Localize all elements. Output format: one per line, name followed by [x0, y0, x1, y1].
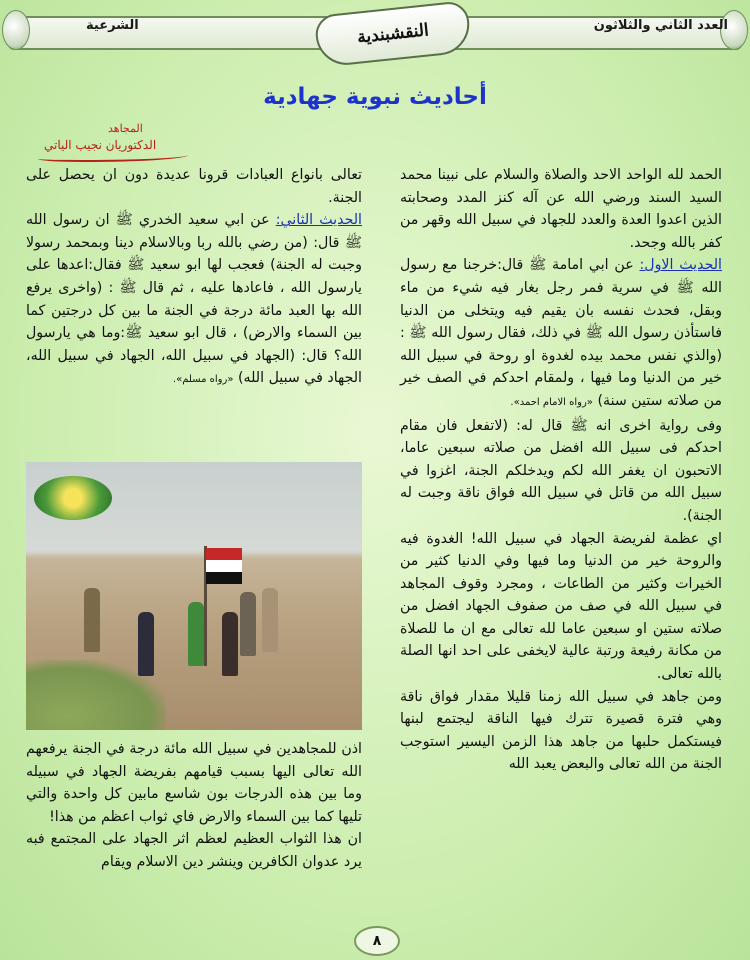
- figure-3: [188, 602, 204, 666]
- figure-6: [262, 588, 278, 652]
- section-label: الشرعية: [86, 18, 139, 33]
- author-role: المجاهد: [108, 122, 143, 135]
- hadith-1-paragraph: [400, 254, 722, 414]
- hadith-1-source: «رواه الامام احمد».: [510, 396, 593, 408]
- hadith-1-label: الحديث الاول:: [639, 257, 723, 274]
- figure-4: [222, 612, 238, 676]
- author-name: الدكتوريان نجيب الياتي: [44, 138, 157, 152]
- hadith-2-text: عن ابي سعيد الخدري ﷺ ان رسول الله ﷺ قال: (من رضي بالله ربا وبالاسلام دينا وبمحمد رسولا وجبت له الجنة) فعجب لها ابو سعيد ﷺ فقال:اعدها على يارسول الله ، فاعادها عليه ، ثم قال ﷺ : (واخرى يرفع الله بها العبد مائة درجة في الجنة ما بين كل درجتين كما بين السماء والارض) ، قال ابو سعيد ﷺ:وما هي يارسول الله؟ قال: (الجهاد في سبيل الله، الجهاد في سبيل الله، الجهاد في سبيل الله): [26, 212, 362, 387]
- hadith-2-label: الحديث الثاني:: [275, 212, 362, 229]
- figure-2: [138, 612, 154, 676]
- hadith-1-variant: وفى رواية اخرى انه ﷺ قال له: (لاتفعل فان مقام احدكم فى سبيل الله افضل من صلاته سبعين عاما، الاتحبون ان يغفر الله لكم ويدخلكم الجنة، اغزوا في سبيل الله من قاتل في سبيل الله فواق ناقة وجبت له الجنة).: [400, 417, 722, 524]
- reward-paragraph: ان هذا الثواب العظيم لعظم اثر الجهاد على المجتمع فبه يرد عدوان الكافرين وينشر دين الاسلام ويقام: [26, 831, 362, 870]
- figure-1: [84, 588, 100, 652]
- hadith-2-paragraph: [26, 209, 362, 392]
- article-photo: [26, 462, 362, 730]
- left-column-top: [26, 164, 362, 392]
- article-title: أحاديث نبوية جهادية: [263, 84, 487, 110]
- scroll-end-left: [2, 10, 30, 50]
- emblem-logo: [34, 476, 112, 520]
- continuation-paragraph: تعالى بانواع العبادات قرونا عديدة دون ان يحصل على الجنة.: [26, 167, 362, 206]
- issue-label: العدد الثاني والثلاثون: [593, 18, 728, 33]
- commentary-paragraph: اي عظمة لفريضة الجهاد في سبيل الله! الغدوة فيه والروحة خير من الدنيا وما فيها وفي الدنيا كثير من الخيرات وكثير من الطاعات ، ومجرد وقوف المجاهد في سبيل الله في صف من صفوف الجهاد افضل من صلاته ستين او سبعين عاما لله تعالى مع ان ما للصلاة من مكانة رفيعة ورتبة عالية لايخفى على احد انها الصلة بالله تعالى.: [400, 530, 722, 683]
- intro-paragraph: الحمد لله الواحد الاحد والصلاة والسلام على نبينا محمد السيد السند ورضي الله عن آله كنز المدد وصحابته الذين اعدوا العدة والعدد للجهاد في سبيل الله وقهر من كفر بالله وجحد.: [400, 167, 722, 251]
- flag-icon: [206, 548, 242, 584]
- hadith-2-source: «رواه مسلم».: [172, 374, 234, 386]
- left-column-bottom: [26, 738, 362, 874]
- author-swash: [38, 152, 188, 162]
- magazine-ribbon: [314, 0, 473, 68]
- hadith-1-text: عن ابي امامة ﷺ قال:خرجنا مع رسول الله ﷺ في سرية فمر رجل بغار فيه شيء من ماء وبقل، فحدث نفسه بان يقيم فيه ويتخلى من الدنيا فاستأذن رسول الله ﷺ في ذلك، فقال رسول الله ﷺ : (والذي نفس محمد بيده لغدوة او روحة في سبيل الله خير من الدنيا وما فيها ، ولمقام احدكم في الصف خير من صلاته ستين سنة): [400, 257, 722, 409]
- right-column: [400, 164, 722, 776]
- page-number: [354, 926, 400, 956]
- magazine-title: النقشبندية: [356, 20, 430, 48]
- degrees-paragraph: اذن للمجاهدين في سبيل الله مائة درجة في الجنة يرفعهم الله تعالى اليها بسبب قيامهم بفريضة الجهاد في سبيله وما بين هذه الدرجات بون شاسع مابين كل واحدة والتي تليها كما بين السماء والارض فاي ثواب اعظم من هذا!: [26, 741, 362, 825]
- figure-5: [240, 592, 256, 656]
- page-number-text: ٨: [372, 933, 382, 949]
- commentary-paragraph-2: ومن جاهد في سبيل الله زمنا قليلا مقدار فواق ناقة وهي فترة قصيرة تترك فيها الناقة ليجتمع لبنها فيستكمل حلبها من جاهد هذا الزمن اليسير استوجب الجنة من الله تعالى والبعض يعبد الله: [400, 688, 722, 773]
